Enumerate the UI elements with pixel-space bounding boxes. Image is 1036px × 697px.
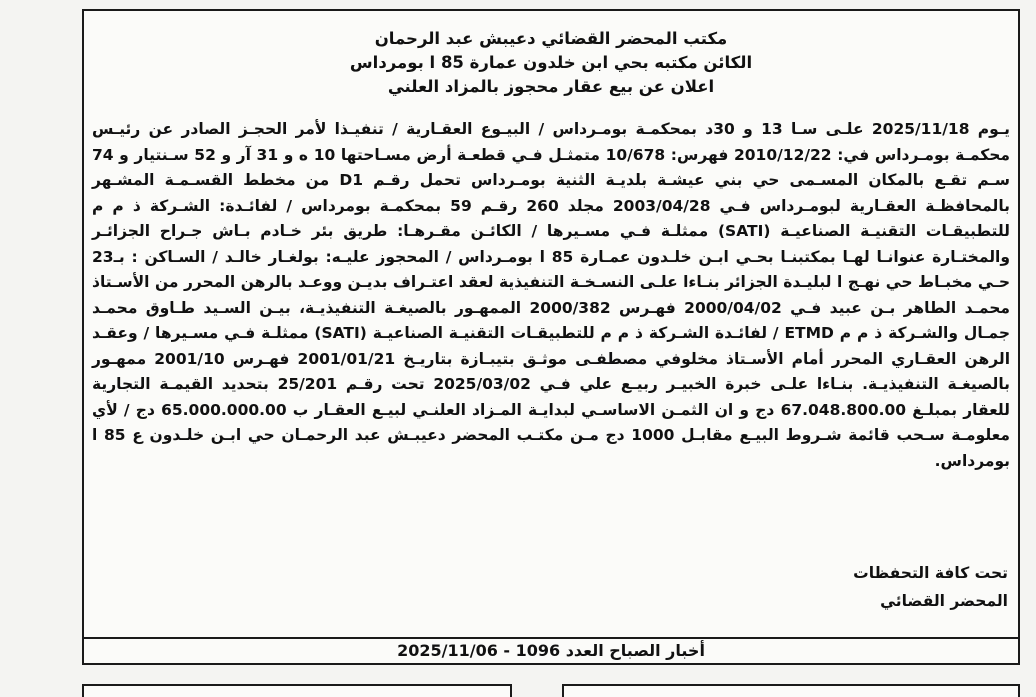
publication-footer: أخبار الصباح العدد 1096 - 2025/11/06 [397,641,705,660]
notice-title: اعلان عن بيع عقار محجوز بالمزاد العلني [387,77,715,96]
office-address: الكائن مكتبه بحي ابن خلدون عمارة 85 ا بومرداس [349,53,753,72]
notice-body [92,117,1010,474]
notice-paragraph: يـوم 2025/11/18 علـى سـا 13 و 30د بمحكمـة بومـرداس / البيـوع العقـارية / تنفيـذا لأمر الحجـز الصادر عن رئيـس محكمـة بومـرداس في: 2010/12/22 فهرس: 10/678 متمثـل فـي قطعـة أرض مسـاحتها 10 ه و 31 آر و 52 سـنتيار و 74 سـم تقـع بالمكان المسـمى حي بني عيشـة بلديـة الثنية بومـرداس تحمل رقـم D1 من مخطط القسـمـة المشـهر بالمحافظـة العقـارية لبومـرداس فـي 2003/04/28 مجلد 260 رقـم 59 بمحكمـة بومرداس / لفائـدة: الشـركة ذ م م للتطبيقـات التقنيـة الصناعيـة (SATI) ممثلـة فـي مسـيرها / الكائـن مقـرهـا: طريق بئر خـادم بـاش جـراح الجزائـر والمختـارة عنوانـا لهـا بمكتبنـا بحـي ابـن خلـدون عمـارة 85 ا بومـرداس / المحجوز عليـه: بولغـار خالـد / السـاكن : بـ23 حـي مخبـاط حي نهـج ا لبليـدة الجزائر بنـاءا علـى النسـخـة التنفيذية لعقد اعتـراف بديـن ووعـد بالرهن المحرر من الأسـتاذ محمـد الطاهر بـن عبيد فـي 2000/04/02 فهـرس 2000/382 الممهـور بالصيغـة التنفيذيـة، بيـن السـيد طـاوق محمـد جمـال والشـركة ذ م م ETMD / لفائـدة الشـركة ذ م م للتطبيقـات التقنيـة الصناعيـة (SATI) ممثلـة فـي مسـيرها / وعقـد الرهن العقـاري المحرر أمام الأسـتاذ مخلوفي مصطفـى موثـق بتيبـازة بتاريـخ 2001/01/21 فهـرس 2001/10 ممهـور بالصيغـة التنفيذيـة. بنـاءا علـى خبرة الخبيـر ربيـع علي فـي 2025/03/02 تحت رقـم 25/201 بتحديد القيمـة التجارية للعقار بمبلـغ 67.048.800.00 دج و ان الثمـن الاساسـي لبدايـة المـزاد العلنـي لبيـع العقـار ب 65.000.000.00 دج / لأي معلومـة سـحب قائمة شـروط البيـع مقابـل 1000 دج مـن مكتـب المحضر دعيبـش عبد الرحمـان حي ابـن خلـدون ع 85 ا بومرداس. [92,120,1011,470]
adjacent-notice-left [82,684,512,697]
adjacent-notice-right [562,684,1020,697]
notice-header [84,27,1018,99]
reserve-text: تحت كافة التحفظات [853,564,1008,582]
footer-divider [84,637,1018,639]
closing-block [853,559,1008,615]
legal-notice [82,9,1020,665]
office-title: مكتب المحضر القضائي دعيبش عبد الرحمان [374,29,728,48]
signature-title: المحضر القضائي [880,592,1008,610]
